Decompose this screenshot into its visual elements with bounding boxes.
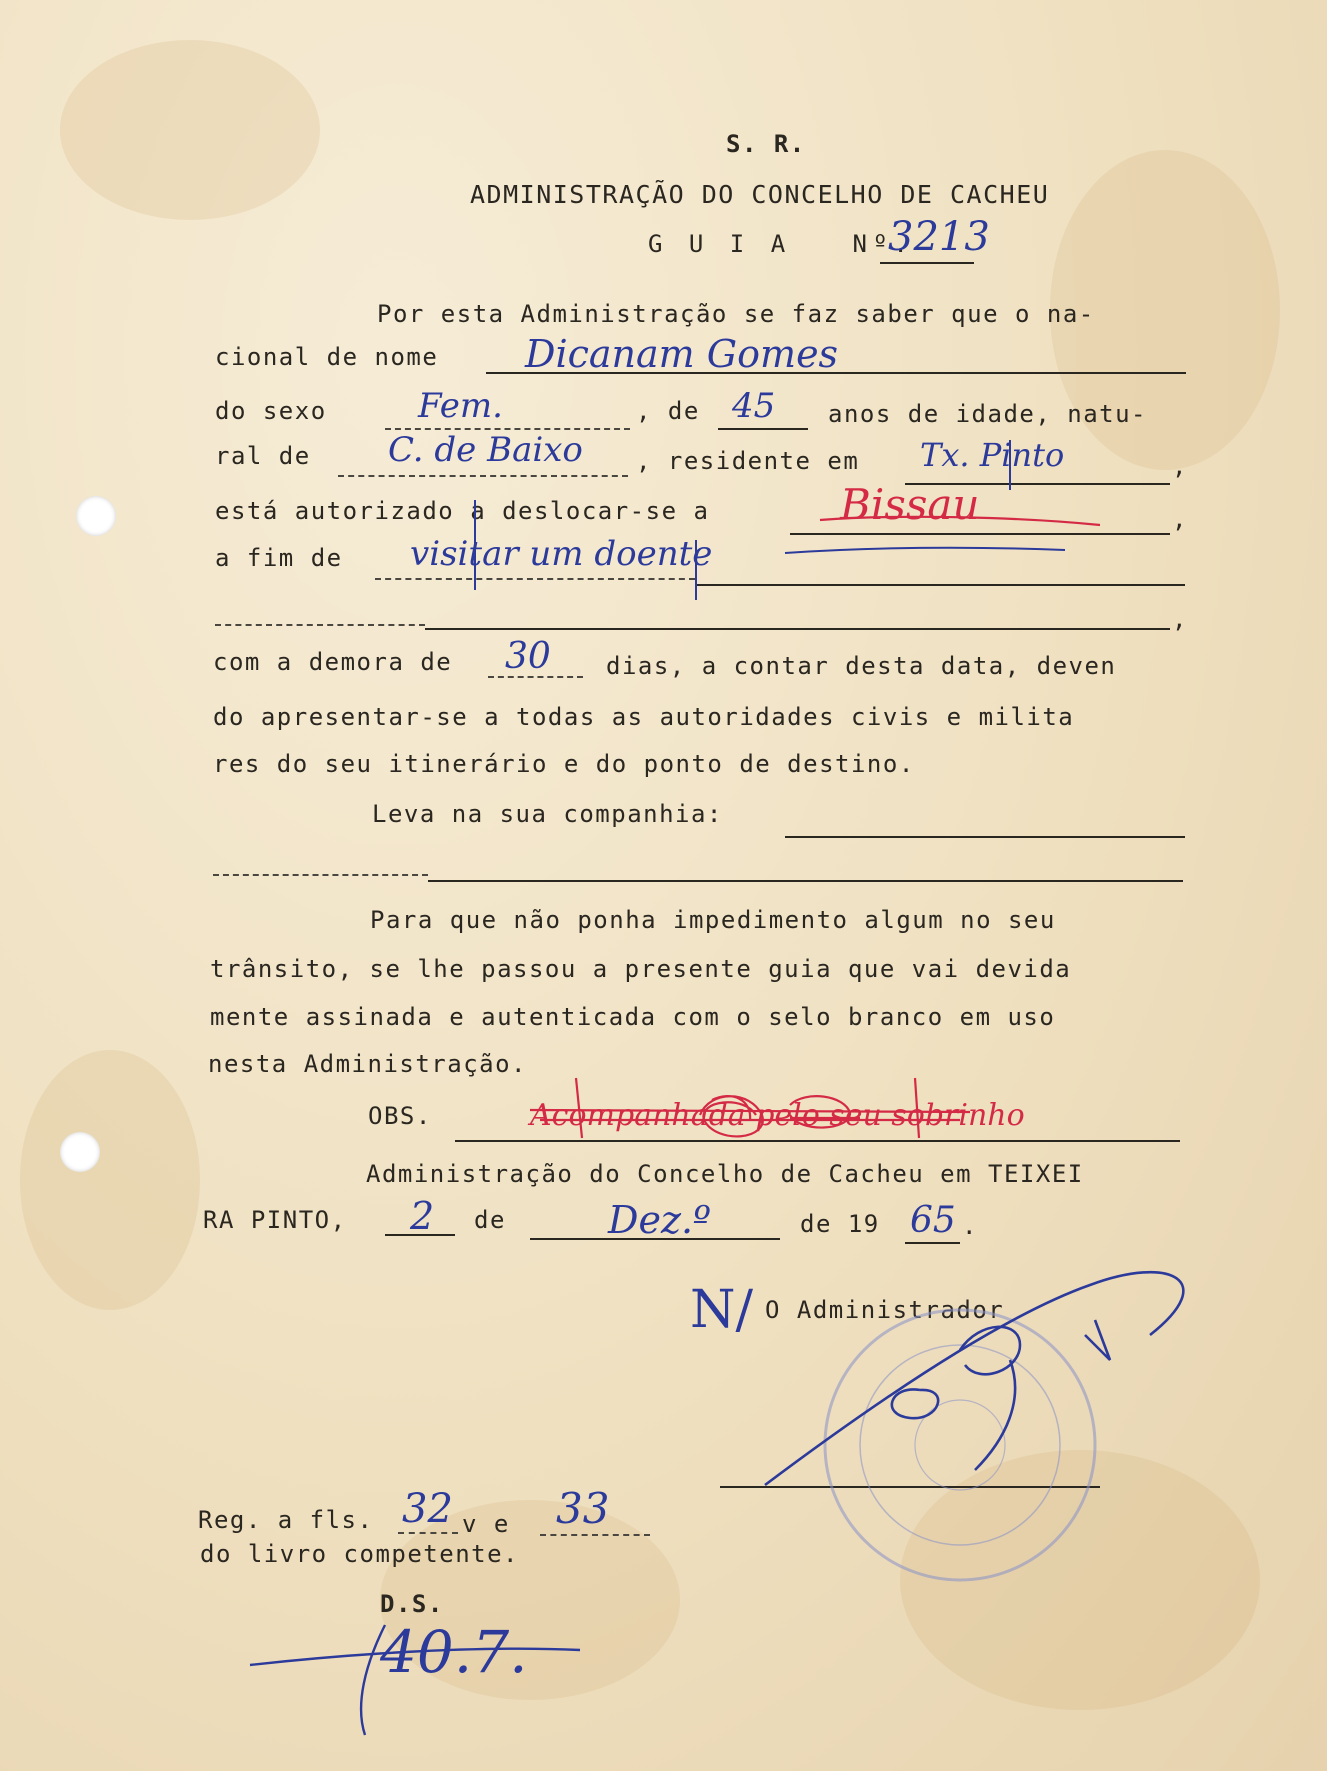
blue-pen-strokes (475, 440, 1065, 600)
demora-value: 30 (505, 636, 551, 677)
demora-label: com a demora de (213, 648, 453, 676)
destino-value: Bissau (840, 480, 980, 529)
administrator-signature-mark (765, 1272, 1183, 1485)
idade-value: 45 (732, 386, 776, 426)
para-line-4: nesta Administração. (208, 1050, 527, 1078)
body-itinerario: res do seu itinerário e do ponto de destino. (213, 750, 915, 778)
comma-1: , (1172, 452, 1188, 480)
date-de-1: de (474, 1206, 506, 1234)
body-apresentar: do apresentar-se a todas as autoridades civis e milita (213, 703, 1075, 731)
obs-label: OBS. (368, 1102, 432, 1130)
admin-line: Administração do Concelho de Cacheu em TEIXEI (366, 1160, 1084, 1188)
date-end: . (962, 1212, 978, 1240)
state-heading: S. R. (726, 130, 806, 158)
ds-signature-mark (250, 1625, 580, 1735)
date-day: 2 (410, 1194, 435, 1238)
idade-suffix: anos de idade, natu- (828, 400, 1147, 428)
comma-2: , (1172, 505, 1188, 533)
guia-number: 3213 (888, 214, 990, 260)
obs-strike-scribble (530, 1078, 970, 1138)
date-de-2: de 19 (800, 1210, 880, 1238)
nome-value: Dicanam Gomes (525, 332, 839, 376)
destino-label: está autorizado a deslocar-se a (215, 497, 710, 525)
sexo-value: Fem. (418, 386, 503, 426)
para-line-2: trânsito, se lhe passou a presente guia que vai devida (210, 955, 1072, 983)
reg-page: 32 (402, 1486, 453, 1532)
administration-heading: ADMINISTRAÇÃO DO CONCELHO DE CACHEU (470, 180, 1050, 209)
obs-value: Acompanhada pelo seu sobrinho (530, 1098, 1025, 1133)
date-year: 65 (910, 1200, 956, 1241)
ds-label: D.S. (380, 1590, 444, 1618)
date-month: Dez.º (608, 1198, 711, 1242)
idade-prefix: , de (636, 397, 700, 425)
para-line-1: Para que não ponha impedimento algum no seu (370, 906, 1056, 934)
red-underline (820, 517, 1100, 525)
fim-label: a fim de (215, 544, 343, 572)
nome-label: cional de nome (215, 343, 439, 371)
reg-v-e: v e (462, 1510, 510, 1538)
body-line-1: Por esta Administração se faz saber que o na- (377, 300, 1095, 328)
reg-page-2: 33 (556, 1484, 610, 1533)
administrator-title: O Administrador (765, 1296, 1005, 1324)
demora-suffix: dias, a contar desta data, deven (606, 652, 1117, 680)
residente-value: Tx. Pinto (920, 436, 1065, 474)
companhia-label: Leva na sua companhia: (372, 800, 723, 828)
livro-line: do livro competente. (200, 1540, 519, 1568)
signature-initial: N/ (690, 1280, 754, 1340)
ds-value: 40.7. (380, 1618, 528, 1686)
sexo-label: do sexo (215, 397, 327, 425)
fim-value: visitar um doente (410, 534, 713, 574)
date-prefix: RA PINTO, (203, 1206, 347, 1234)
comma-3: , (1172, 605, 1188, 633)
reg-label: Reg. a fls. (198, 1506, 374, 1534)
natural-label: ral de (215, 442, 311, 470)
para-line-3: mente assinada e autenticada com o selo branco em uso (210, 1003, 1056, 1031)
guia-label: G U I A Nº. (648, 230, 914, 258)
natural-value: C. de Baixo (388, 430, 583, 470)
residente-label: , residente em (636, 447, 860, 475)
